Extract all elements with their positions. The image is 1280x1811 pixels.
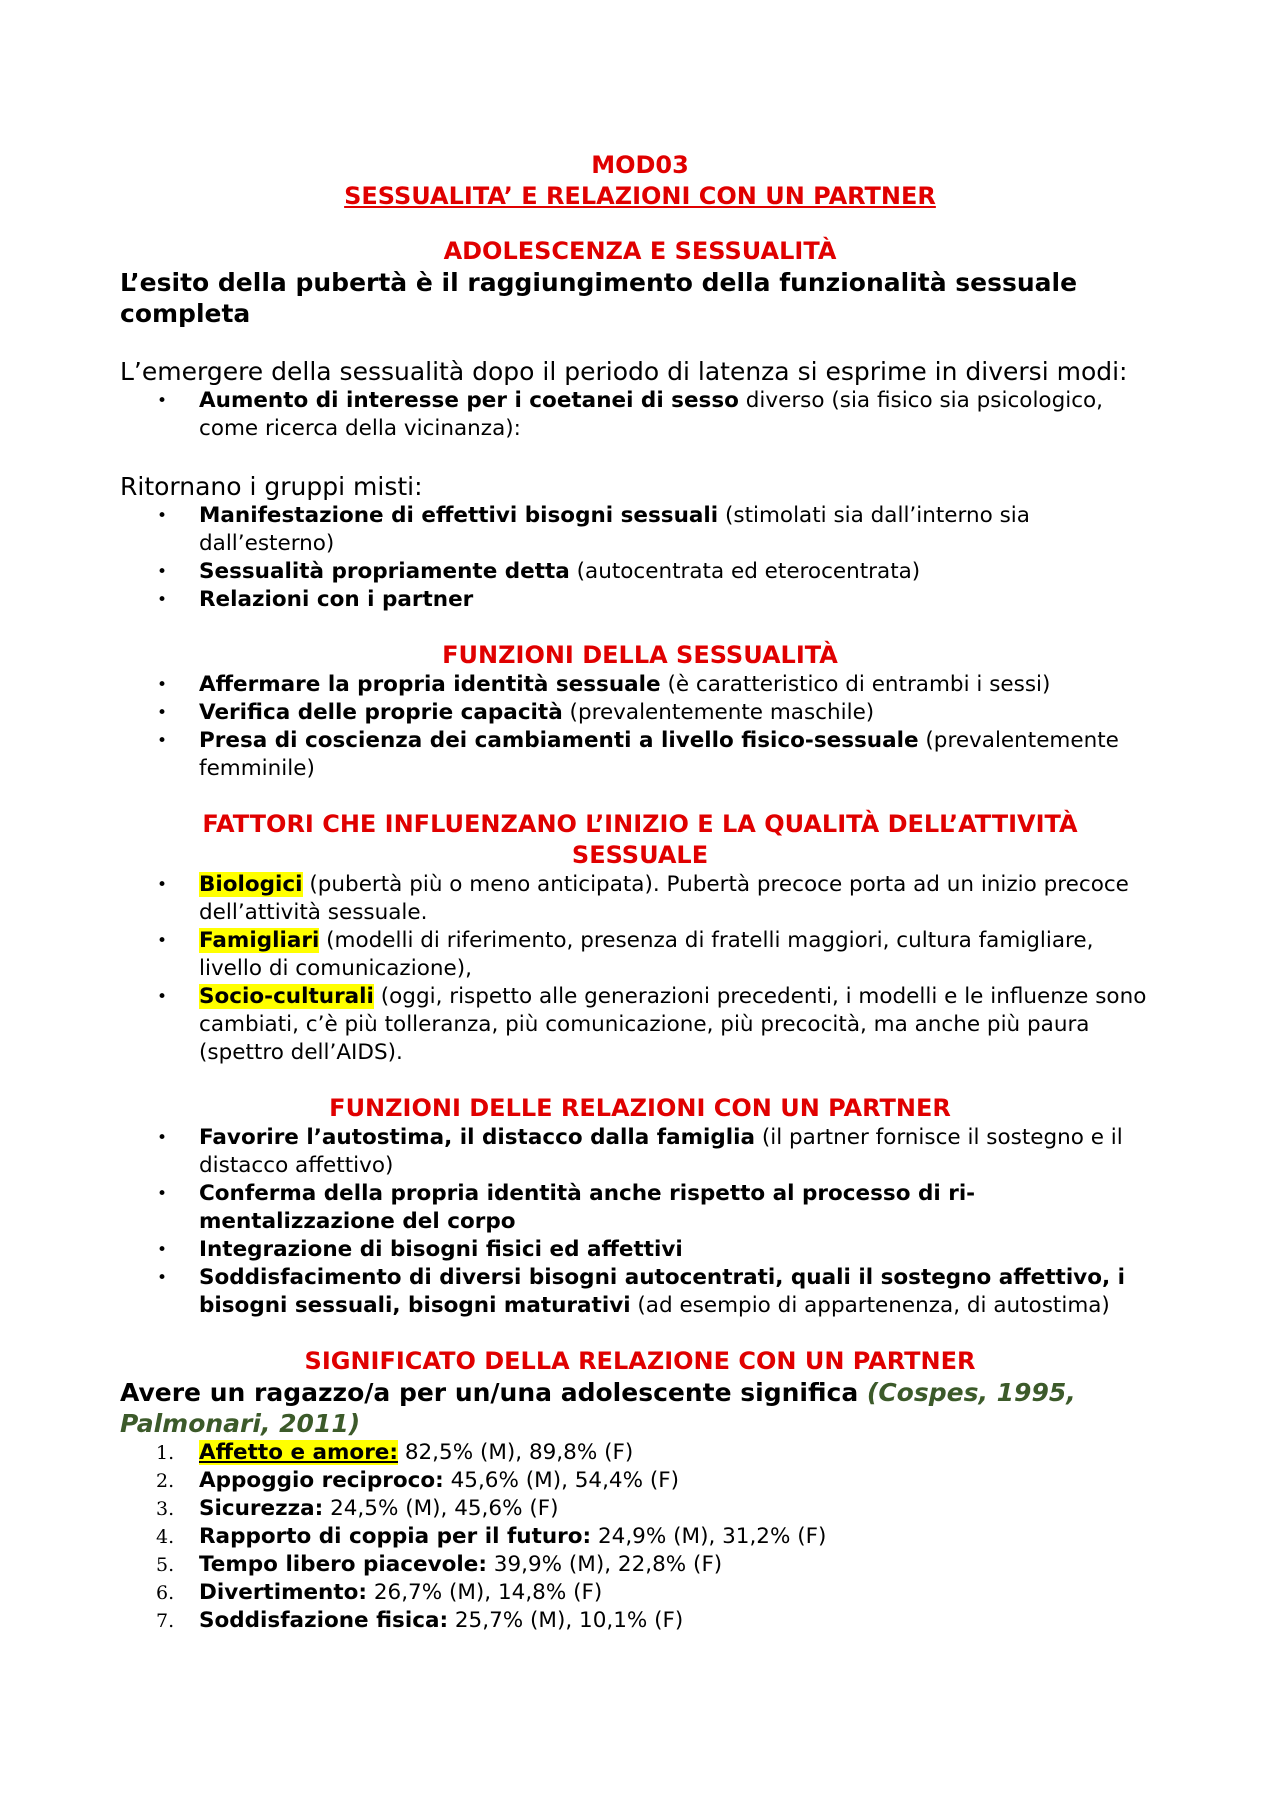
- list-item: • Relazioni con i partner: [120, 586, 1160, 614]
- heading-funzioni-sessualita: FUNZIONI DELLA SESSUALITÀ: [442, 641, 838, 669]
- heading-significato: SIGNIFICATO DELLA RELAZIONE CON UN PARTNER: [304, 1347, 976, 1375]
- list-emergere: [120, 387, 1160, 443]
- list-item: • Integrazione di bisogni fisici ed affettivi: [120, 1236, 1160, 1264]
- list-item: 6. Divertimento: 26,7% (M), 14,8% (F): [156, 1580, 603, 1605]
- list-item: • Affermare la propria identità sessuale (è caratteristico di entrambi i sessi): [120, 671, 1160, 699]
- citation: (Cospes, 1995, Palmonari, 2011): [120, 1378, 1076, 1438]
- heading-fattori: FATTORI CHE INFLUENZANO L’INIZIO E LA QUALITÀ DELL’ATTIVITÀ SESSUALE: [202, 810, 1078, 869]
- document-title: SESSUALITA’ E RELAZIONI CON UN PARTNER: [344, 182, 936, 210]
- list-item: • Manifestazione di effettivi bisogni sessuali (stimolati sia dall’interno sia dall’esterno): [120, 502, 1160, 558]
- list-item: • Favorire l’autostima, il distacco dalla famiglia (il partner fornisce il sostegno e il distacco affettivo): [120, 1124, 1160, 1180]
- list-gruppi-misti: [120, 502, 1160, 614]
- list-significato: [120, 1439, 1160, 1635]
- list-item: • Sessualità propriamente detta (autocentrata ed eterocentrata): [120, 558, 1160, 586]
- list-item: 5. Tempo libero piacevole: 39,9% (M), 22,8% (F): [156, 1552, 723, 1577]
- list-item: 2. Appoggio reciproco: 45,6% (M), 54,4% (F): [156, 1468, 680, 1493]
- list-item: • Socio-culturali (oggi, rispetto alle generazioni precedenti, i modelli e le influenze sono cambiati, c’è più tolleranza, più comunicazione, più precocità, ma anche più paura (spettro dell’AIDS).: [120, 983, 1160, 1067]
- para-emergere: L’emergere della sessualità dopo il periodo di latenza si esprime in diversi modi:: [120, 357, 1128, 386]
- list-item: 1. Affetto e amore: 82,5% (M), 89,8% (F): [156, 1440, 634, 1465]
- para-gruppi-misti: Ritornano i gruppi misti:: [120, 472, 423, 501]
- list-item: 3. Sicurezza: 24,5% (M), 45,6% (F): [156, 1496, 559, 1521]
- list-funzioni-relazioni: [120, 1124, 1160, 1320]
- list-item: • Presa di coscienza dei cambiamenti a livello fisico-sessuale (prevalentemente femminile): [120, 727, 1160, 783]
- list-item: 4. Rapporto di coppia per il futuro: 24,9% (M), 31,2% (F): [156, 1524, 827, 1549]
- list-item: • Soddisfacimento di diversi bisogni autocentrati, quali il sostegno affettivo, i bisogni sessuali, bisogni maturativi (ad esempio di appartenenza, di autostima): [120, 1264, 1160, 1320]
- document-page: [120, 150, 1160, 1635]
- list-item: • Conferma della propria identità anche rispetto al processo di ri-mentalizzazione del corpo: [120, 1180, 1160, 1236]
- list-item: • Aumento di interesse per i coetanei di sesso diverso (sia fisico sia psicologico, come ricerca della vicinanza):: [120, 387, 1160, 443]
- list-item: • Famigliari (modelli di riferimento, presenza di fratelli maggiori, cultura famigliare, livello di comunicazione),: [120, 927, 1160, 983]
- list-fattori: [120, 871, 1160, 1067]
- lead-puberta: L’esito della pubertà è il raggiungimento della funzionalità sessuale completa: [120, 268, 1078, 328]
- list-item: • Biologici (pubertà più o meno anticipata). Pubertà precoce porta ad un inizio precoce dell’attività sessuale.: [120, 871, 1160, 927]
- heading-adolescenza: ADOLESCENZA E SESSUALITÀ: [443, 237, 837, 265]
- list-funzioni-sessualita: [120, 671, 1160, 783]
- module-code: MOD03: [591, 151, 689, 179]
- list-item: 7. Soddisfazione fisica: 25,7% (M), 10,1% (F): [156, 1608, 684, 1633]
- lead-significato: Avere un ragazzo/a per un/una adolescente significa (Cospes, 1995, Palmonari, 2011): [120, 1378, 1076, 1438]
- list-item: • Verifica delle proprie capacità (prevalentemente maschile): [120, 699, 1160, 727]
- heading-funzioni-relazioni: FUNZIONI DELLE RELAZIONI CON UN PARTNER: [329, 1094, 951, 1122]
